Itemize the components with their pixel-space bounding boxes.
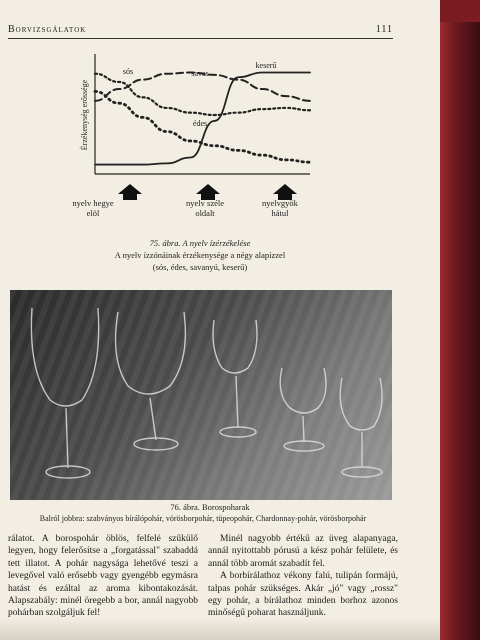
chart-series-label-0: sós bbox=[122, 67, 134, 76]
running-header bbox=[8, 24, 393, 39]
page-number: 111 bbox=[375, 24, 393, 35]
book-spine bbox=[440, 0, 480, 640]
chart-y-label: Érzékenység erőssége bbox=[80, 79, 89, 151]
page-bottom-shadow bbox=[0, 618, 440, 640]
body-right-column bbox=[208, 533, 398, 620]
figure76-caption-line2: Balról jobbra: szabványos bírálópohár, vörösborpohár, tüpeopohár, Chardonnay-pohár, vörösborpohár bbox=[39, 514, 367, 523]
chart-series-label-3: édes bbox=[192, 119, 208, 128]
body-left-column bbox=[8, 533, 198, 620]
body-right-paragraph-2: A borbírálathoz vékony falú, tulipán formájú, talpas pohár szükséges. Akár „jó" vagy „rossz" egy pohár, a bírálathoz minden borhoz azonos minőségű poharat használjunk. bbox=[208, 571, 398, 619]
region-label-tip: nyelv hegye elöl bbox=[72, 198, 114, 218]
wine-glasses-photo bbox=[10, 290, 392, 500]
chart-series-label-1: savas bbox=[191, 69, 209, 78]
figure75-caption-title: 75. ábra. A nyelv ízérzékelése bbox=[149, 238, 251, 248]
body-left-paragraph: rálatot. A borospohár öblös, felfelé szűkülő legyen, hogy felerősítse a „forgatással" szabaddá tett illatot. A pohár nagysága lehetővé teszi a levegővel való erősebb vagy gyengébb egymásra hatást és ezáltal az aroma kibontakozását. Alapszabály: minél öregebb a bor, annál nagyobb pohárban szolgáljuk fel! bbox=[8, 534, 198, 619]
region-label-side: nyelv széle oldalt bbox=[186, 198, 224, 218]
chart-series-label-2: keserű bbox=[255, 61, 277, 70]
figure76-caption-title: 76. ábra. Borospoharak bbox=[170, 502, 250, 512]
region-label-back: nyelvgyök hátul bbox=[262, 198, 298, 218]
header-title: Borvizsgálatok bbox=[8, 24, 87, 35]
body-right-paragraph-1: Minél nagyobb értékű az üveg alapanyaga, annál nyitottabb pórusú a kész pohár felülete, és annál több aromát szabadít fel. bbox=[208, 534, 398, 569]
figure75-caption-line2: A nyelv ízzónáinak érzékenysége a négy alapízzel bbox=[114, 250, 286, 260]
figure75-caption-line3: (sós, édes, savanyú, keserű) bbox=[152, 262, 248, 272]
